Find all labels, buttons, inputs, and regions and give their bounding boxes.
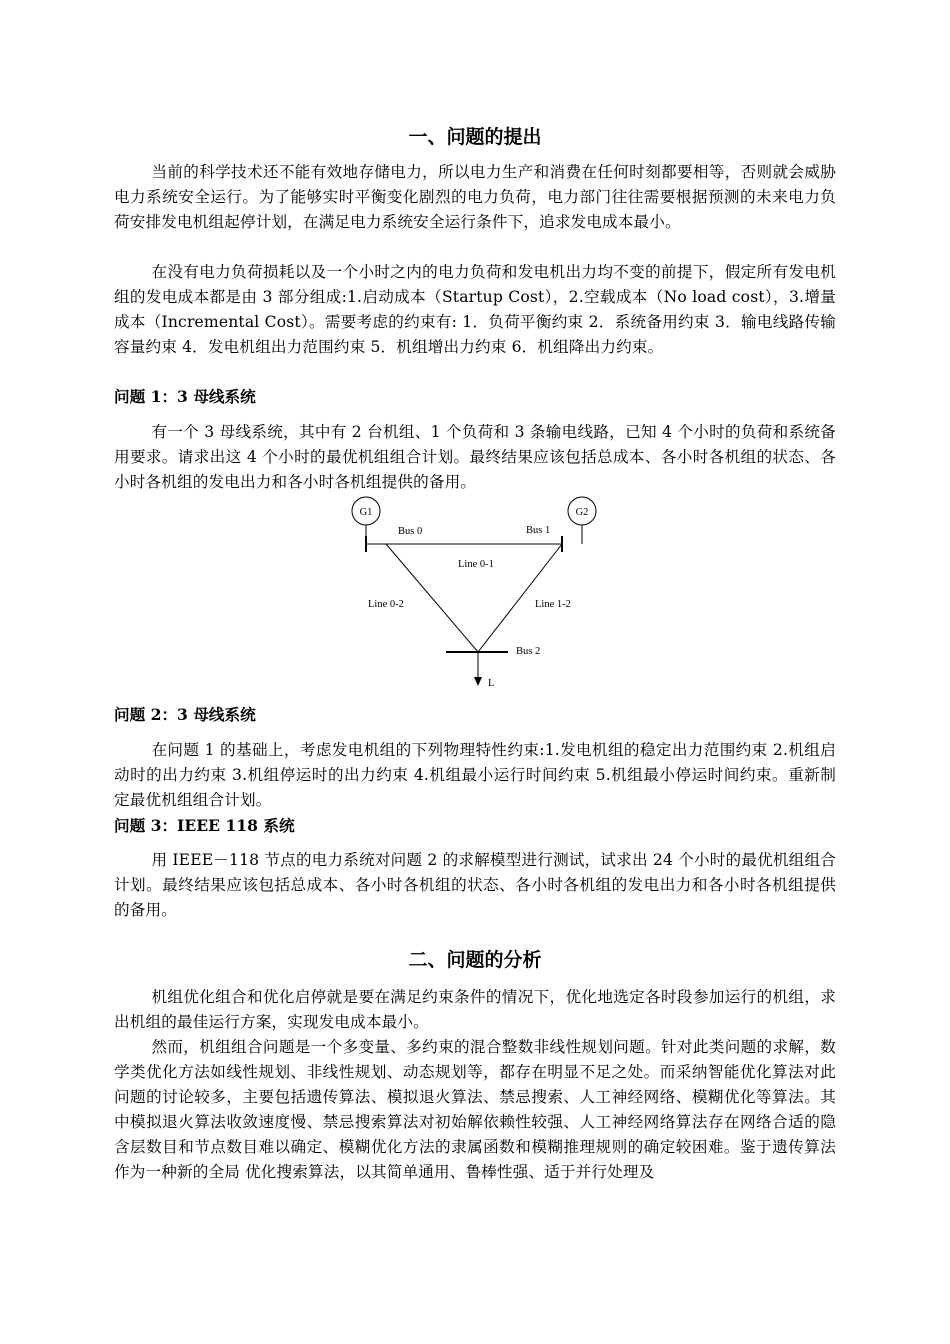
- load-label: L: [488, 678, 495, 689]
- section2-title: 二、问题的分析: [408, 949, 542, 971]
- bus1-label: Bus 1: [526, 525, 551, 536]
- bus2-label: Bus 2: [516, 646, 541, 657]
- three-bus-diagram: [330, 494, 620, 694]
- section1-title: 一、问题的提出: [408, 126, 542, 148]
- problem1-title: 问题 1：3 母线系统: [114, 387, 256, 406]
- line-0-1-label: Line 0-1: [458, 559, 494, 570]
- section2-paragraph-2: 然而，机组组合问题是一个多变量、多约束的混合整数非线性规划问题。针对此类问题的求解，数学类优化方法如线性规划、非线性规划、动态规划等，都存在明显不足之处。而采纳智能优化算法对此问题的讨论较多，主要包括遗传算法、模拟退火算法、禁忌搜索、人工神经网络、模糊优化等算法。其中模拟退火算法收敛速度慢、禁忌搜索算法对初始解依赖性较强、人工神经网络算法存在网络合适的隐含层数目和节点数目难以确定、模糊优化方法的隶属函数和模糊推理规则的确定较困难。鉴于遗传算法作为一种新的全局 优化搜索算法，以其简单通用、鲁棒性强、适于并行处理及: [114, 1038, 836, 1181]
- load-arrow-icon: [474, 677, 482, 686]
- section1-paragraph-2: 在没有电力负荷损耗以及一个小时之内的电力负荷和发电机出力均不变的前提下，假定所有发电机组的发电成本都是由 3 部分组成:1.启动成本（Startup Cost），2.空载成本（No load cost），3.增量成本（Incremental Cost）。需要考虑的约束有: 1．负荷平衡约束 2．系统备用约束 3．输电线路传输容量约束 4．发电机组出力范围约束 5．机组增出力约束 6．机组降出力约束。: [114, 263, 836, 356]
- section2-paragraph-1: 机组优化组合和优化启停就是要在满足约束条件的情况下，优化地选定各时段参加运行的机组，求出机组的最佳运行方案，实现发电成本最小。: [114, 988, 836, 1031]
- problem3-text: 用 IEEE－118 节点的电力系统对问题 2 的求解模型进行测试，试求出 24 个小时的最优机组组合计划。最终结果应该包括总成本、各小时各机组的状态、各小时各机组的发电出力和各小时各机组提供的备用。: [114, 851, 836, 919]
- line-0-2-label: Line 0-2: [368, 599, 404, 610]
- problem1-text: 有一个 3 母线系统，其中有 2 台机组、1 个负荷和 3 条输电线路，已知 4 个小时的负荷和系统备用要求。请求出这 4 个小时的最优机组组合计划。最终结果应该包括总成本、各小时各机组的状态、各小时各机组的发电出力和各小时各机组提供的备用。: [114, 423, 836, 491]
- bus0-label: Bus 0: [398, 526, 423, 537]
- problem2-text: 在问题 1 的基础上，考虑发电机组的下列物理特性约束:1.发电机组的稳定出力范围约束 2.机组启动时的出力约束 3.机组停运时的出力约束 4.机组最小运行时间约束 5.机组最小停运时间约束。重新制定最优机组组合计划。: [114, 741, 836, 809]
- problem3-title: 问题 3：IEEE 118 系统: [114, 816, 295, 835]
- section1-paragraph-1: 当前的科学技术还不能有效地存储电力，所以电力生产和消费在任何时刻都要相等，否则就会威胁电力系统安全运行。为了能够实时平衡变化剧烈的电力负荷，电力部门往往需要根据预测的未来电力负荷安排发电机组起停计划，在满足电力系统安全运行条件下，追求发电成本最小。: [114, 163, 836, 231]
- problem2-title: 问题 2：3 母线系统: [114, 705, 256, 724]
- generator-g1-label: G1: [359, 507, 373, 518]
- generator-g2-label: G2: [575, 507, 589, 518]
- line-1-2-label: Line 1-2: [535, 599, 571, 610]
